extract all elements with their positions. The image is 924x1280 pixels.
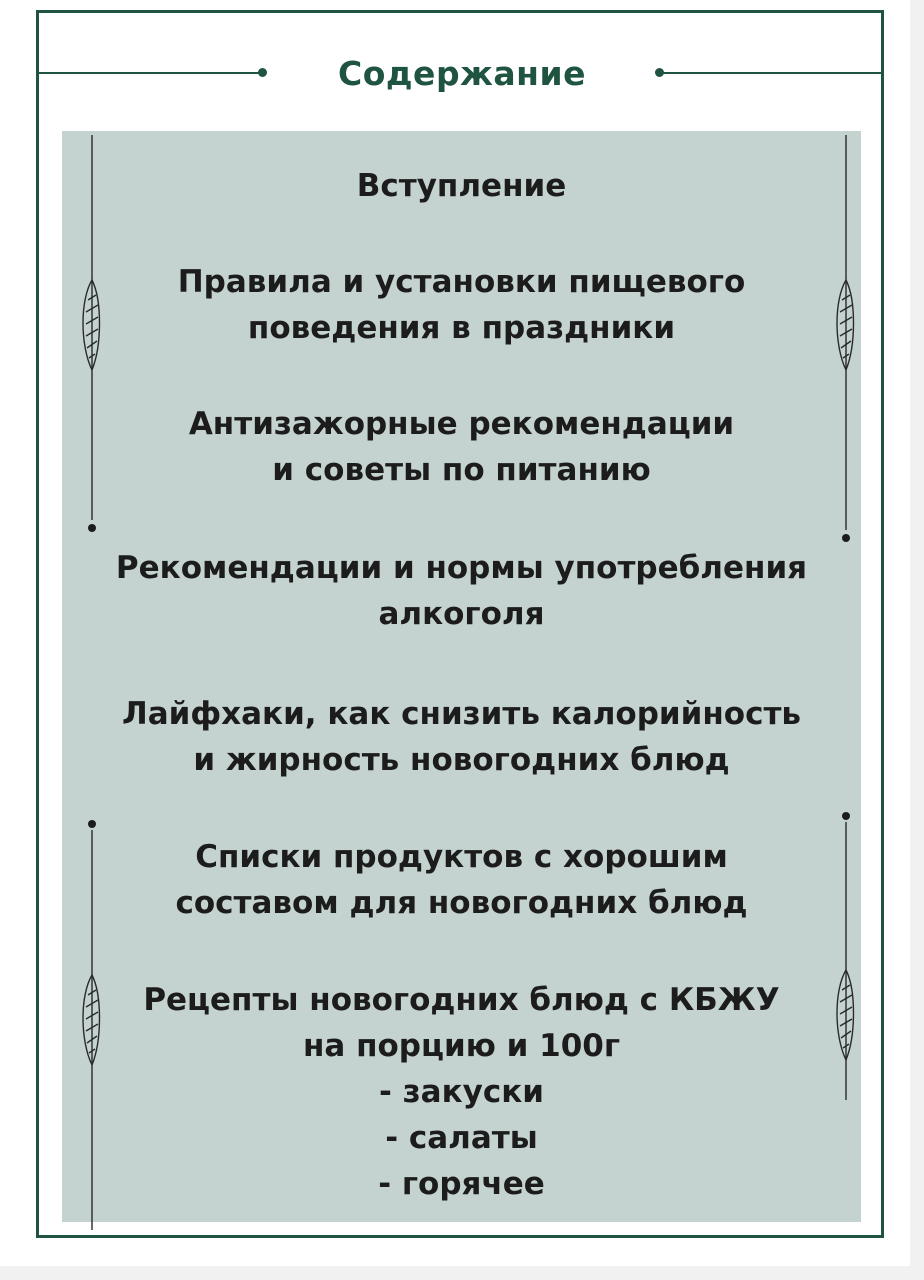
item-line: и жирность новогодних блюд (193, 742, 730, 778)
item-line: Антизажорные рекомендации (188, 406, 735, 442)
contents-list (62, 131, 861, 1222)
item-line: Правила и установки пищевого (177, 264, 746, 300)
contents-item-lifehacks (62, 691, 861, 783)
title-dot-left (258, 68, 267, 77)
contents-item-rules (62, 259, 861, 351)
item-line: - горячее (378, 1166, 545, 1202)
item-line: поведения в праздники (247, 310, 676, 346)
item-line: Списки продуктов с хорошим (195, 839, 728, 875)
item-line: Лайфхаки, как снизить калорийность (121, 696, 802, 732)
item-line: составом для новогодних блюд (175, 885, 748, 921)
item-line: Рекомендации и нормы употребления (115, 550, 808, 586)
item-line: Рецепты новогодних блюд с КБЖУ (143, 982, 780, 1018)
item-line: - закуски (379, 1074, 544, 1110)
contents-item-intro (62, 163, 861, 209)
page-title: Содержание (338, 54, 586, 93)
contents-item-recommendations (62, 401, 861, 493)
contents-item-alcohol (62, 545, 861, 637)
item-line: алкоголя (378, 596, 545, 632)
item-line: - салаты (385, 1120, 538, 1156)
title-divider-left (36, 72, 262, 74)
item-line: Вступление (356, 168, 567, 204)
item-line: на порцию и 100г (302, 1028, 621, 1064)
contents-item-product-lists (62, 834, 861, 926)
item-line: и советы по питанию (272, 452, 651, 488)
contents-item-recipes (62, 977, 861, 1207)
